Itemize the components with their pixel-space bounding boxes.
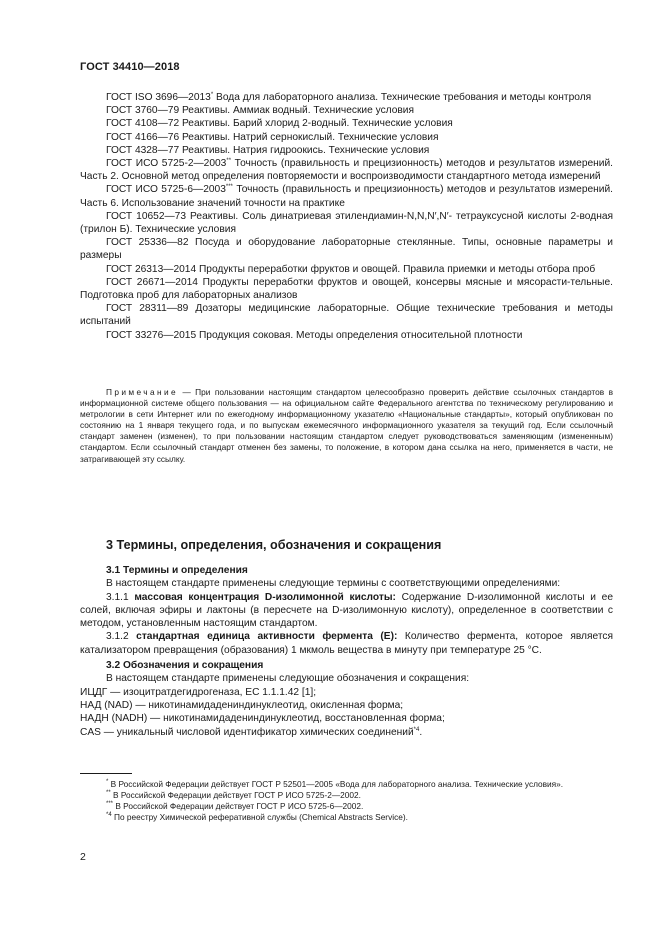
footnote-item: *** В Российской Федерации действует ГОСТ Р ИСО 5725-6—2002. bbox=[106, 801, 364, 812]
footnotes bbox=[80, 779, 613, 823]
term-definition: 3.1.1 массовая концентрация D-изолимонной кислоты: Содержание D-изолимонной кислоты и ее солей, включая эфиры и лактоны (в пересчете на D-изолимонную кислоту), определенное в соответствии с методом, установленным настоящим стандартом. bbox=[80, 591, 614, 630]
note-text: — При пользовании настоящим стандартом целесообразно проверить действие ссылочных стандартов в информационной системе общего пользования — на официальном сайте Федерального агентства по техническому регулированию и метрологии в сети Интернет или по ежегодному информационному указателю «Национальные стандарты», который опубликован по состоянию на 1 января текущего года, и по выпускам ежемесячного информационного указателя за текущий год. Если ссылочный стандарт заменен (изменен), то при пользовании настоящим стандартом следует руководствоваться заменяющим (измененным) стандартом. Если ссылочный стандарт отменен без замены, то положение, в котором дана ссылка на него, применяется в части, не затрагивающей эту ссылку. bbox=[80, 387, 613, 464]
reference-item: ГОСТ ИСО 5725-6—2003*** Точность (правильность и прецизионность) методов и результатов измерений. Часть 6. Использование значений точности на практике bbox=[80, 184, 613, 209]
abbreviation-item: ИЦДГ — изоцитратдегидрогеназа, ЕС 1.1.1.42 [1]; bbox=[80, 686, 317, 698]
reference-item: ГОСТ 4108—72 Реактивы. Барий хлорид 2-водный. Технические условия bbox=[106, 118, 453, 130]
reference-item: ГОСТ 26313—2014 Продукты переработки фруктов и овощей. Правила приемки и методы отбора проб bbox=[106, 263, 596, 275]
footnote-item: ** В Российской Федерации действует ГОСТ Р ИСО 5725-2—2002. bbox=[106, 790, 361, 801]
reference-item: ГОСТ 10652—73 Реактивы. Соль динатриевая этилендиамин-N,N,N′,N′- тетрауксусной кислоты 2-водная (трилон Б). Технические условия bbox=[80, 210, 613, 236]
subsection-title: 3.2 Обозначения и сокращения bbox=[106, 660, 264, 672]
term-definition: 3.1.2 стандартная единица активности фермента (Е): Количество фермента, которое является катализатором превращения (образования) 1 мкмоль вещества в минуту при температуре 25 °С. bbox=[80, 631, 613, 656]
abbreviation-item: CAS — уникальный числовой идентификатор химических соединений$^{*4}$. bbox=[80, 726, 423, 738]
references-note bbox=[80, 387, 613, 465]
footnote-item: $^{*4}$ По реестру Химической реферативной службы (Chemical Abstracts Service). bbox=[106, 812, 408, 823]
note-label: Примечание bbox=[106, 387, 179, 397]
reference-item: ГОСТ 25336—82 Посуда и оборудование лабораторные стеклянные. Типы, основные параметры и размеры bbox=[80, 237, 613, 262]
footnote-item: * В Российской Федерации действует ГОСТ Р 52501—2005 «Вода для лабораторного анализа. Технические условия». bbox=[106, 779, 564, 789]
reference-item: ГОСТ 33276—2015 Продукция соковая. Методы определения относительной плотности bbox=[106, 329, 523, 341]
paragraph: В настоящем стандарте применены следующие термины с соответствующими определениями: bbox=[106, 578, 561, 590]
reference-item: ГОСТ 4328—77 Реактивы. Натрия гидроокись. Технические условия bbox=[106, 144, 430, 156]
reference-item: ГОСТ ИСО 5725-2—2003** Точность (правильность и прецизионность) методов и результатов измерений. Часть 2. Основной метод определения повторяемости и воспроизводимости стандартного метода измерений bbox=[80, 158, 613, 183]
reference-item: ГОСТ 4166—76 Реактивы. Натрий сернокислый. Технические условия bbox=[106, 131, 439, 143]
section-title: 3 Термины, определения, обозначения и сокращения bbox=[106, 538, 442, 552]
reference-item: ГОСТ 3760—79 Реактивы. Аммиак водный. Технические условия bbox=[106, 105, 415, 117]
normative-references bbox=[80, 91, 613, 342]
reference-item: ГОСТ 26671—2014 Продукты переработки фруктов и овощей, консервы мясные и мясорасти-тельные. Подготовка проб для лабораторных анализов bbox=[80, 276, 613, 302]
page-header: ГОСТ 34410—2018 bbox=[80, 61, 180, 73]
page-number: 2 bbox=[80, 851, 86, 863]
abbreviation-item: НАД (NAD) — никотинамидадениндинуклеотид, окисленная форма; bbox=[80, 699, 404, 711]
section-body bbox=[80, 564, 613, 739]
subsection-title: 3.1 Термины и определения bbox=[106, 565, 248, 576]
abbreviation-item: НАДН (NADH) — никотинамидадениндинуклеотид, восстановленная форма; bbox=[80, 713, 445, 725]
reference-item: ГОСТ ISO 3696—2013* Вода для лабораторного анализа. Технические требования и методы контроля bbox=[106, 92, 592, 103]
footnote-divider bbox=[80, 773, 132, 774]
reference-item: ГОСТ 28311—89 Дозаторы медицинские лабораторные. Общие технические требования и методы испытаний bbox=[80, 303, 613, 328]
paragraph: В настоящем стандарте применены следующие обозначения и сокращения: bbox=[106, 673, 470, 685]
